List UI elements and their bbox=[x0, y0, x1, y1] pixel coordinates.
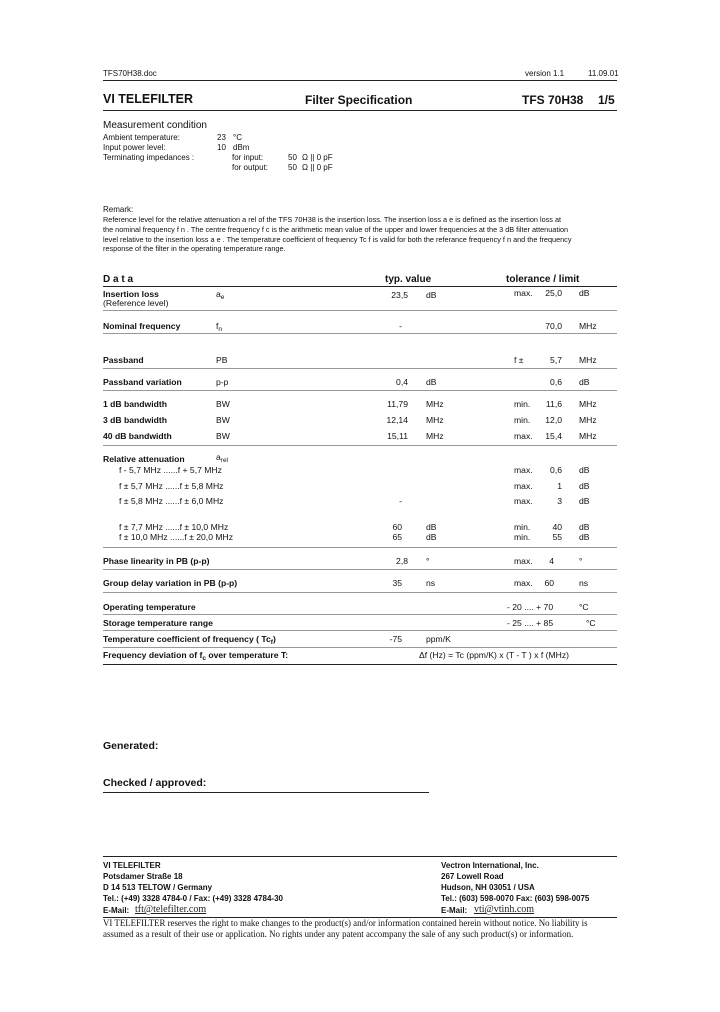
file-name: TFS70H38.doc bbox=[103, 69, 157, 78]
checked-approved-label: Checked / approved: bbox=[103, 777, 207, 789]
footer-us-company: Vectron International, Inc. bbox=[441, 861, 539, 870]
tc-unit: ppm/K bbox=[426, 634, 451, 644]
passband-variation-symbol: p-p bbox=[216, 377, 229, 387]
tc-label: Temperature coefficient of frequency ( $Tc_f$) bbox=[103, 634, 276, 646]
relative-attenuation-label: Relative attenuation bbox=[103, 454, 185, 464]
nominal-frequency-limit: 70,0 bbox=[545, 321, 562, 331]
output-value: 50 bbox=[288, 163, 297, 172]
nominal-frequency-limit-unit: MHz bbox=[579, 321, 597, 331]
phase-linearity-typ-unit: ° bbox=[426, 556, 430, 566]
footer-city: D 14 513 TELTOW / Germany bbox=[103, 883, 213, 892]
bw3-limit: 12,0 bbox=[545, 415, 562, 425]
version-label: version 1.1 bbox=[525, 69, 565, 78]
group-delay-label: Group delay variation in PB (p-p) bbox=[103, 578, 238, 588]
bw40-label: 40 dB bandwidth bbox=[103, 431, 172, 441]
output-unit: Ω || 0 pF bbox=[302, 163, 333, 172]
phase-linearity-limit: 4 bbox=[549, 556, 554, 566]
rel-limit-4: 40 bbox=[552, 522, 562, 532]
rel-range-4: f ± 7,7 MHz ......f ± 10,0 MHz bbox=[119, 522, 229, 532]
bw1-symbol: BW bbox=[216, 399, 230, 409]
passband-variation-limit-unit: dB bbox=[579, 377, 590, 387]
ambient-unit: °C bbox=[233, 133, 242, 142]
nominal-frequency-symbol: $f_n$ bbox=[216, 321, 223, 333]
remark-line-1: Reference level for the relative attenuation a rel of the TFS 70H38 is the insertion loss. The insertion loss a e is defined as the insertion loss at bbox=[103, 215, 562, 224]
bw3-label: 3 dB bandwidth bbox=[103, 415, 167, 425]
group-delay-typ-unit: ns bbox=[426, 578, 436, 588]
bw40-limit-type: max. bbox=[514, 431, 533, 441]
typ-column-header: typ. value bbox=[385, 274, 432, 285]
insertion-loss-typ: 23,5 bbox=[391, 290, 408, 300]
passband-limit-type: f ± bbox=[514, 355, 524, 365]
footer-street: Potsdamer Straße 18 bbox=[103, 872, 183, 881]
disclaimer-line-1: VI TELEFILTER reserves the right to make changes to the product(s) and/or information contained herein without notice. No liability is bbox=[103, 918, 588, 928]
rel-limit-5: 55 bbox=[552, 532, 562, 542]
bw3-typ: 12,14 bbox=[386, 415, 408, 425]
page-number: 1/5 bbox=[598, 93, 615, 107]
tc-typ: -75 bbox=[389, 634, 402, 644]
power-label: Input power level: bbox=[103, 143, 166, 152]
footer-email-label: E-Mail: bbox=[103, 906, 130, 915]
bw3-symbol: BW bbox=[216, 415, 230, 425]
frequency-deviation-formula: Δf (Hz) = Tc (ppm/K) x (T - T ) x f (MHz) bbox=[419, 650, 570, 660]
rel-typ-unit-5: dB bbox=[426, 532, 437, 542]
bw1-limit: 11,6 bbox=[545, 399, 562, 409]
footer-us-phone: Tel.: (603) 598-0070 Fax: (603) 598-0075 bbox=[441, 894, 590, 903]
insertion-loss-limit-unit: dB bbox=[579, 288, 590, 298]
frequency-deviation-label: Frequency deviation of $f_c$ over temperature T: bbox=[103, 650, 289, 662]
passband-variation-typ: 0,4 bbox=[396, 377, 408, 387]
remark-line-2: the nominal frequency f n . The centre frequency f c is the arithmetic mean value of the upper and lower frequencies at the 3 dB filter attenuation bbox=[103, 225, 569, 234]
input-label: for input: bbox=[232, 153, 264, 162]
rel-limit-type-2: max. bbox=[514, 481, 533, 491]
part-number: TFS 70H38 bbox=[522, 93, 584, 107]
insertion-loss-label: Insertion loss bbox=[103, 289, 159, 299]
ambient-label: Ambient temperature: bbox=[103, 133, 180, 142]
rel-typ-4: 60 bbox=[392, 522, 402, 532]
insertion-loss-sub: (Reference level) bbox=[103, 298, 169, 308]
operating-temperature-label: Operating temperature bbox=[103, 602, 196, 612]
disclaimer-line-2: assumed as a result of their use or application. No rights under any patent accompany the sale of any such product(s) or information. bbox=[103, 929, 574, 939]
phase-linearity-limit-unit: ° bbox=[579, 556, 583, 566]
rel-limit-2: 1 bbox=[557, 481, 562, 491]
bw1-limit-type: min. bbox=[514, 399, 531, 409]
rel-limit-type-1: max. bbox=[514, 465, 533, 475]
nominal-frequency-typ: - bbox=[399, 321, 402, 331]
rel-limit-type-5: min. bbox=[514, 532, 531, 542]
bw3-limit-unit: MHz bbox=[579, 415, 597, 425]
rel-limit-type-4: min. bbox=[514, 522, 531, 532]
group-delay-limit: 60 bbox=[544, 578, 554, 588]
passband-symbol: PB bbox=[216, 355, 228, 365]
relative-attenuation-symbol: $a_{rel}$ bbox=[216, 452, 229, 464]
footer-us-street: 267 Lowell Road bbox=[441, 872, 504, 881]
bw1-typ-unit: MHz bbox=[426, 399, 444, 409]
ambient-value: 23 bbox=[217, 133, 226, 142]
rel-limit-type-3: max. bbox=[514, 496, 533, 506]
header-date: 11.09.01 bbox=[588, 69, 619, 78]
passband-limit: 5,7 bbox=[550, 355, 562, 365]
rel-typ-unit-4: dB bbox=[426, 522, 437, 532]
input-value: 50 bbox=[288, 153, 297, 162]
measurement-heading: Measurement condition bbox=[103, 120, 207, 131]
data-column-header: D a t a bbox=[103, 274, 134, 285]
phase-linearity-limit-type: max. bbox=[514, 556, 533, 566]
bw1-typ: 11,79 bbox=[387, 399, 408, 409]
input-unit: Ω || 0 pF bbox=[302, 153, 333, 162]
rel-limit-3: 3 bbox=[557, 496, 562, 506]
rel-range-1: f - 5,7 MHz ......f + 5,7 MHz bbox=[119, 465, 222, 475]
group-delay-typ: 35 bbox=[392, 578, 402, 588]
tolerance-column-header: tolerance / limit bbox=[506, 274, 580, 285]
remark-line-3: level relative to the insertion loss a e . The temperature coefficient of frequency Tc f is valid for both the referance frequency f n and the frequency bbox=[103, 235, 572, 244]
footer-phone: Tel.: (+49) 3328 4784-0 / Fax: (+49) 3328 4784-30 bbox=[103, 894, 283, 903]
power-value: 10 bbox=[217, 143, 226, 152]
insertion-loss-typ-unit: dB bbox=[426, 290, 437, 300]
insertion-loss-limit: 25,0 bbox=[545, 288, 562, 298]
bw40-limit: 15,4 bbox=[545, 431, 562, 441]
group-delay-limit-type: max. bbox=[514, 578, 533, 588]
passband-limit-unit: MHz bbox=[579, 355, 597, 365]
remark-line-4: response of the filter in the operating temperature range. bbox=[103, 244, 286, 253]
rel-typ-5: 65 bbox=[392, 532, 402, 542]
remark-heading: Remark: bbox=[103, 205, 134, 214]
rel-limit-unit-5: dB bbox=[579, 532, 590, 542]
operating-temperature-unit: °C bbox=[579, 602, 589, 612]
storage-temperature-label: Storage temperature range bbox=[103, 618, 213, 628]
passband-label: Passband bbox=[103, 355, 144, 365]
nominal-frequency-label: Nominal frequency bbox=[103, 321, 181, 331]
bw3-limit-type: min. bbox=[514, 415, 531, 425]
operating-temperature-limit: - 20 .... + 70 bbox=[507, 602, 554, 612]
storage-temperature-limit: - 25 .... + 85 bbox=[507, 618, 554, 628]
bw40-typ: 15,11 bbox=[387, 431, 408, 441]
storage-temperature-unit: °C bbox=[586, 618, 596, 628]
rel-limit-unit-2: dB bbox=[579, 481, 590, 491]
footer-email-link[interactable]: tft@telefilter.com bbox=[135, 904, 207, 915]
passband-variation-limit: 0,6 bbox=[550, 377, 562, 387]
passband-variation-typ-unit: dB bbox=[426, 377, 437, 387]
generated-label: Generated: bbox=[103, 740, 159, 752]
footer-us-email-link[interactable]: vti@vtinh.com bbox=[474, 904, 535, 915]
bw40-limit-unit: MHz bbox=[579, 431, 597, 441]
footer-company: VI TELEFILTER bbox=[103, 861, 161, 870]
bw1-label: 1 dB bandwidth bbox=[103, 399, 167, 409]
footer-us-city: Hudson, NH 03051 / USA bbox=[441, 883, 535, 892]
rel-limit-unit-4: dB bbox=[579, 522, 590, 532]
insertion-loss-limit-type: max. bbox=[514, 288, 533, 298]
bw3-typ-unit: MHz bbox=[426, 415, 444, 425]
rel-range-3: f ± 5,8 MHz ......f ± 6,0 MHz bbox=[119, 496, 224, 506]
phase-linearity-typ: 2,8 bbox=[396, 556, 408, 566]
company-name: VI TELEFILTER bbox=[103, 92, 194, 106]
group-delay-limit-unit: ns bbox=[579, 578, 589, 588]
rel-range-5: f ± 10,0 MHz ......f ± 20,0 MHz bbox=[119, 532, 234, 542]
footer-us-email-label: E-Mail: bbox=[441, 906, 468, 915]
rel-limit-unit-1: dB bbox=[579, 465, 590, 475]
rel-range-2: f ± 5,7 MHz ......f ± 5,8 MHz bbox=[119, 481, 224, 491]
insertion-loss-symbol: $a_e$ bbox=[216, 289, 225, 301]
document-title: Filter Specification bbox=[305, 93, 413, 107]
rel-limit-1: 0,6 bbox=[550, 465, 562, 475]
rel-limit-unit-3: dB bbox=[579, 496, 590, 506]
terminating-label: Terminating impedances : bbox=[103, 153, 195, 162]
rel-typ-3: - bbox=[399, 496, 402, 506]
power-unit: dBm bbox=[233, 143, 250, 152]
bw40-typ-unit: MHz bbox=[426, 431, 444, 441]
phase-linearity-label: Phase linearity in PB (p-p) bbox=[103, 556, 210, 566]
bw40-symbol: BW bbox=[216, 431, 230, 441]
bw1-limit-unit: MHz bbox=[579, 399, 597, 409]
passband-variation-label: Passband variation bbox=[103, 377, 182, 387]
output-label: for output: bbox=[232, 163, 269, 172]
